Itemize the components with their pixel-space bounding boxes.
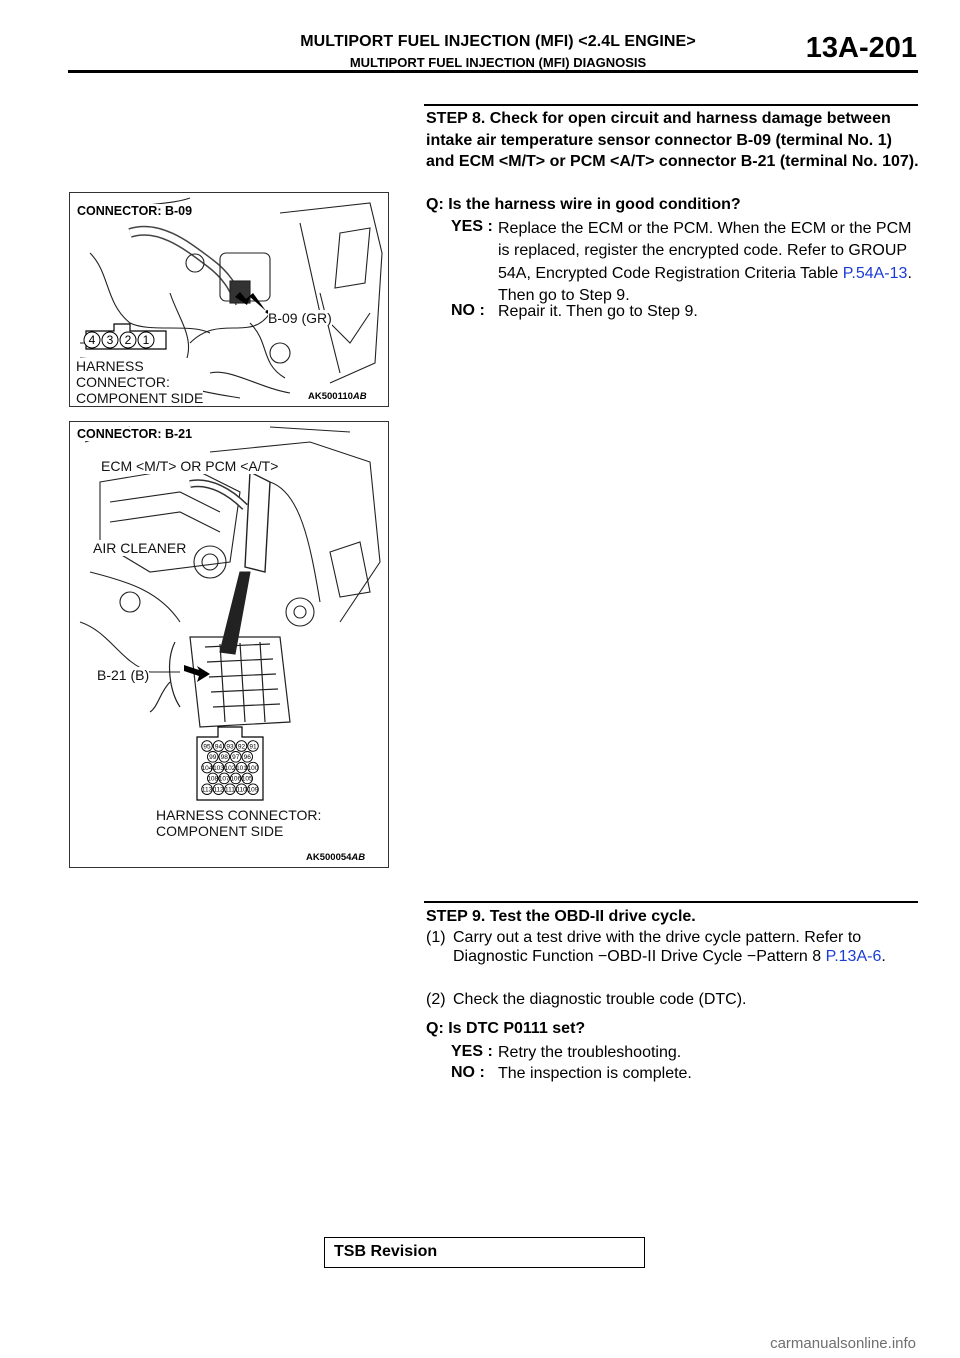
step9-item2-number: (2) [426, 991, 446, 1008]
b21-pin-label: 106 [230, 775, 242, 783]
pin-3: 3 [106, 333, 114, 347]
link-p54a-13[interactable]: P.54A-13 [842, 264, 908, 282]
step8-question: Q: Is the harness wire in good condition? [426, 196, 741, 213]
b21-pin-label: 105 [241, 775, 253, 783]
page-subtitle: MULTIPORT FUEL INJECTION (MFI) DIAGNOSIS [349, 55, 647, 70]
b21-pin-label: 110 [236, 786, 247, 794]
step9-item1-text: Carry out a test drive with the drive cycle pattern. Refer to Diagnostic Function −OBD-II Drive Cycle −Pattern 8 P.13A-6. [453, 929, 886, 966]
b21-pin-label: 108 [207, 775, 219, 783]
b21-pin-label: 91 [249, 743, 257, 751]
step8-yes-label: YES : [451, 218, 493, 235]
figure-code-b21: AK500054AB [306, 852, 366, 863]
b21-pin-label: 98 [220, 754, 228, 762]
step9-item2-text: Check the diagnostic trouble code (DTC). [453, 991, 747, 1008]
step9-rule [424, 901, 918, 903]
b21-pin-label: 94 [214, 743, 223, 751]
b21-pin-label: 93 [226, 743, 234, 751]
b21-pin-label: 100 [247, 764, 259, 772]
tsb-revision-label: TSB Revision [334, 1243, 438, 1260]
pin-1: 1 [142, 333, 150, 347]
step9-no-text: The inspection is complete. [498, 1065, 692, 1082]
pin-4: 4 [88, 333, 96, 347]
b21-pin-label: 102 [224, 764, 236, 772]
figure-connector-b21 [69, 421, 389, 868]
header-rule [68, 70, 918, 73]
b21-pin-label: 99 [209, 754, 217, 762]
b21-pin-label: 103 [213, 764, 224, 772]
b21-pin-label: 97 [232, 754, 240, 762]
link-p13a-6[interactable]: P.13A-6 [825, 948, 882, 966]
page-title: MULTIPORT FUEL INJECTION (MFI) <2.4L ENGINE> [300, 33, 696, 50]
connector-label-b21: CONNECTOR: B-21 [77, 427, 193, 441]
step9-heading: STEP 9. Test the OBD-II drive cycle. [426, 908, 696, 925]
page-number: 13A-201 [805, 32, 917, 64]
step9-no-label: NO : [451, 1064, 485, 1081]
step9-yes-label: YES : [451, 1043, 493, 1060]
step8-no-label: NO : [451, 302, 485, 319]
b21-pin-label: 107 [218, 775, 230, 783]
figure-connector-b09 [69, 192, 389, 407]
harness-connector-note-b09: HARNESS CONNECTOR: COMPONENT SIDE [76, 358, 204, 406]
b21-pin-label: 96 [243, 754, 251, 762]
step8-rule [424, 104, 918, 106]
figure-code-b09: AK500110AB [308, 391, 367, 402]
step9-question: Q: Is DTC P0111 set? [426, 1020, 586, 1037]
b21-pin-label: 113 [201, 786, 213, 794]
b21-pin-label: 92 [237, 743, 246, 751]
pointer-arrow-icon [184, 665, 210, 682]
watermark: carmanualsonline.info [770, 1335, 916, 1352]
harness-connector-note-b21: HARNESS CONNECTOR: COMPONENT SIDE [156, 807, 322, 839]
b21-pin-label: 101 [236, 764, 247, 772]
b21-pin-label: 95 [203, 743, 211, 751]
callout-b21: B-21 (B) [97, 667, 150, 683]
engine-bay-illustration-b21 [70, 422, 388, 867]
ecm-pcm-label: ECM <M/T> OR PCM <A/T> [101, 458, 279, 474]
step8-heading: STEP 8. Check for open circuit and harness damage between intake air temperature sensor connector B-09 (terminal No. 1) and ECM <M/T> or PCM <A/T> connector B-21 (terminal No. 107). [426, 110, 919, 171]
b21-pin-label: 109 [247, 786, 259, 794]
step8-yes-text: Replace the ECM or the PCM. When the ECM or the PCM is replaced, register the encrypted code. Refer to GROUP 54A, Encrypted Code Registration Criteria Table P.54A-13. Then go to Step 9. [498, 220, 912, 304]
b21-pin-label: 111 [225, 786, 235, 794]
b21-pin-label: 104 [201, 764, 213, 772]
pin-2: 2 [124, 333, 132, 347]
step8-no-text: Repair it. Then go to Step 9. [498, 303, 698, 320]
b21-pin-label: 112 [213, 786, 224, 794]
connector-label-b09: CONNECTOR: B-09 [77, 204, 193, 218]
air-cleaner-label: AIR CLEANER [93, 540, 187, 556]
step9-item1-number: (1) [426, 929, 446, 946]
step9-yes-text: Retry the troubleshooting. [498, 1044, 682, 1061]
callout-b09: B-09 (GR) [268, 310, 332, 326]
